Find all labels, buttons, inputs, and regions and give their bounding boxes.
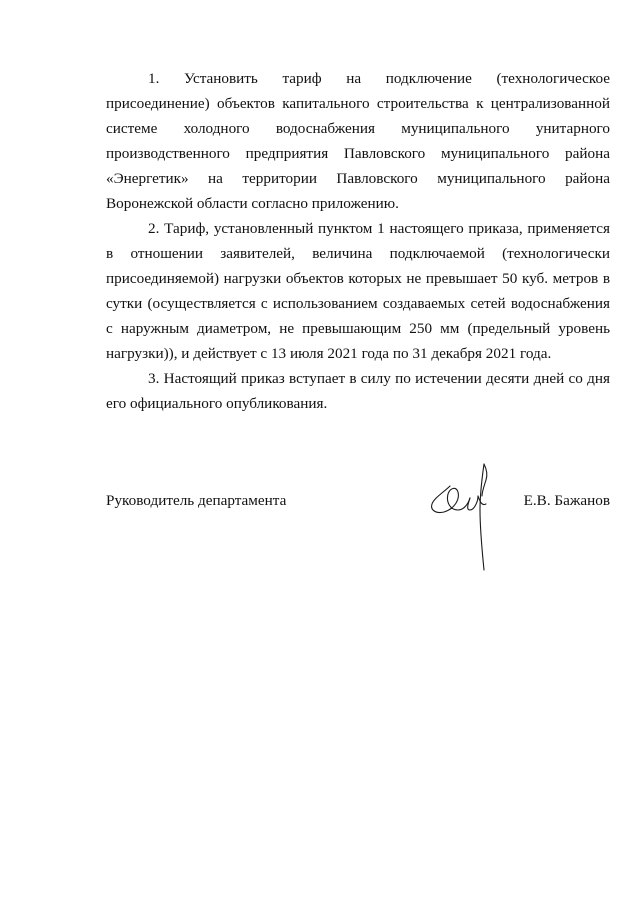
document-body xyxy=(106,66,610,416)
signature-block xyxy=(106,478,610,588)
paragraph-2: 2. Тариф, установленный пунктом 1 настоящего приказа, применяется в отношении заявителей, величина подключаемой (технологически присоединяемой) нагрузки объектов которых не превышает 50 куб. метров в сутки (осуществляется с использованием создаваемых сетей водоснабжения с наружным диаметром, не превышающим 250 мм (предельный уровень нагрузки)), и действует с 13 июля 2021 года по 31 декабря 2021 года. xyxy=(106,220,610,362)
paragraph-3: 3. Настоящий приказ вступает в силу по истечении десяти дней со дня его официального опубликования. xyxy=(106,370,610,412)
signatory-position: Руководитель департамента xyxy=(106,492,287,509)
signatory-name: Е.В. Бажанов xyxy=(523,492,610,509)
handwritten-signature-icon xyxy=(424,458,504,578)
paragraph-1: 1. Установить тариф на подключение (технологическое присоединение) объектов капитального строительства к централизованной системе холодного водоснабжения муниципального унитарного производственного предприятия Павловского муниципального района «Энергетик» на территории Павловского муниципального района Воронежской области согласно приложению. xyxy=(106,70,610,212)
